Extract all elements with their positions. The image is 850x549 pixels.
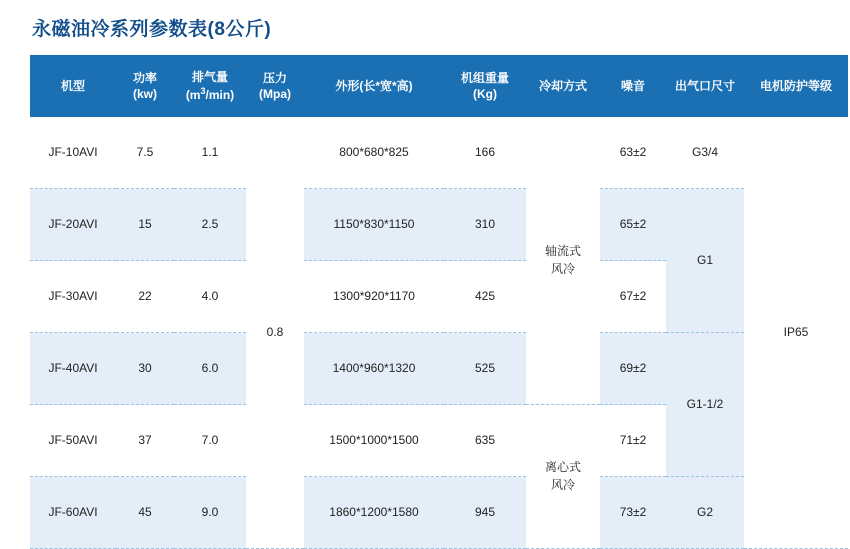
cell-pressure-merged: 0.8 (246, 117, 304, 549)
column-header-noise: 噪音 (600, 55, 666, 117)
cell-outlet-g1-half-merged: G1-1/2 (666, 333, 744, 477)
table-body (30, 117, 848, 549)
air-unit-prefix: (m (185, 88, 201, 102)
cell-power: 15 (116, 189, 174, 261)
column-header-power-line2: (kw) (133, 87, 157, 101)
cell-protection-merged: IP65 (744, 117, 848, 549)
air-unit-suffix: /min) (205, 88, 235, 102)
cell-air-displacement: 4.0 (174, 261, 246, 333)
column-header-weight-line2: (Kg) (473, 87, 497, 101)
cooling-centrifugal-line1: 离心式 (544, 460, 581, 475)
column-header-model: 机型 (30, 55, 116, 117)
cell-weight: 525 (444, 333, 526, 405)
cell-outlet-g1-merged: G1 (666, 189, 744, 333)
column-header-air-displacement (174, 55, 246, 117)
cell-weight: 166 (444, 117, 526, 189)
cell-weight: 635 (444, 405, 526, 477)
column-header-pressure-line2: (Mpa) (259, 87, 291, 101)
column-header-weight-line1: 机组重量 (460, 70, 509, 85)
cell-weight: 425 (444, 261, 526, 333)
page-title: 永磁油冷系列参数表(8公斤) (32, 19, 272, 40)
spec-table (30, 55, 848, 549)
cooling-axial-line1: 轴流式 (544, 244, 581, 259)
cell-dimension: 1400*960*1320 (304, 333, 444, 405)
cell-cooling-axial-merged (526, 117, 600, 405)
cell-power: 37 (116, 405, 174, 477)
cell-model: JF-10AVI (30, 117, 116, 189)
cell-dimension: 1500*1000*1500 (304, 405, 444, 477)
cell-noise: 67±2 (600, 261, 666, 333)
cell-cooling-centrifugal-merged (526, 405, 600, 549)
cell-power: 7.5 (116, 117, 174, 189)
table-header-row (30, 55, 848, 117)
column-header-outlet-size: 出气口尺寸 (666, 55, 744, 117)
column-header-pressure-line1: 压力 (262, 70, 287, 85)
cell-model: JF-60AVI (30, 477, 116, 549)
cell-noise: 71±2 (600, 405, 666, 477)
cell-model: JF-20AVI (30, 189, 116, 261)
cell-model: JF-30AVI (30, 261, 116, 333)
table-row (30, 117, 848, 189)
column-header-cooling: 冷却方式 (526, 55, 600, 117)
table-row (30, 333, 848, 405)
cooling-centrifugal-line2: 风冷 (550, 477, 575, 492)
table-row (30, 189, 848, 261)
cell-dimension: 1300*920*1170 (304, 261, 444, 333)
cell-noise: 73±2 (600, 477, 666, 549)
table-header (30, 55, 848, 117)
cell-power: 45 (116, 477, 174, 549)
cell-noise: 65±2 (600, 189, 666, 261)
column-header-power (116, 55, 174, 117)
cell-outlet-size: G2 (666, 477, 744, 549)
column-header-protection-class: 电机防护等级 (744, 55, 848, 117)
column-header-air-line2 (176, 85, 244, 103)
cell-dimension: 1150*830*1150 (304, 189, 444, 261)
column-header-weight (444, 55, 526, 117)
column-header-power-line1: 功率 (132, 70, 157, 85)
cell-weight: 945 (444, 477, 526, 549)
air-unit-superscript: 3 (200, 86, 206, 96)
cell-air-displacement: 7.0 (174, 405, 246, 477)
cell-air-displacement: 9.0 (174, 477, 246, 549)
cell-air-displacement: 1.1 (174, 117, 246, 189)
cell-model: JF-50AVI (30, 405, 116, 477)
cooling-axial-line2: 风冷 (550, 261, 575, 276)
column-header-air-line1: 排气量 (191, 69, 228, 84)
cell-power: 22 (116, 261, 174, 333)
cell-air-displacement: 2.5 (174, 189, 246, 261)
cell-model: JF-40AVI (30, 333, 116, 405)
cell-air-displacement: 6.0 (174, 333, 246, 405)
cell-power: 30 (116, 333, 174, 405)
column-header-dimension: 外形(长*宽*高) (304, 55, 444, 117)
cell-noise: 69±2 (600, 333, 666, 405)
column-header-pressure (246, 55, 304, 117)
cell-noise: 63±2 (600, 117, 666, 189)
cell-dimension: 1860*1200*1580 (304, 477, 444, 549)
cell-outlet-size: G3/4 (666, 117, 744, 189)
cell-dimension: 800*680*825 (304, 117, 444, 189)
table-row (30, 477, 848, 549)
cell-weight: 310 (444, 189, 526, 261)
